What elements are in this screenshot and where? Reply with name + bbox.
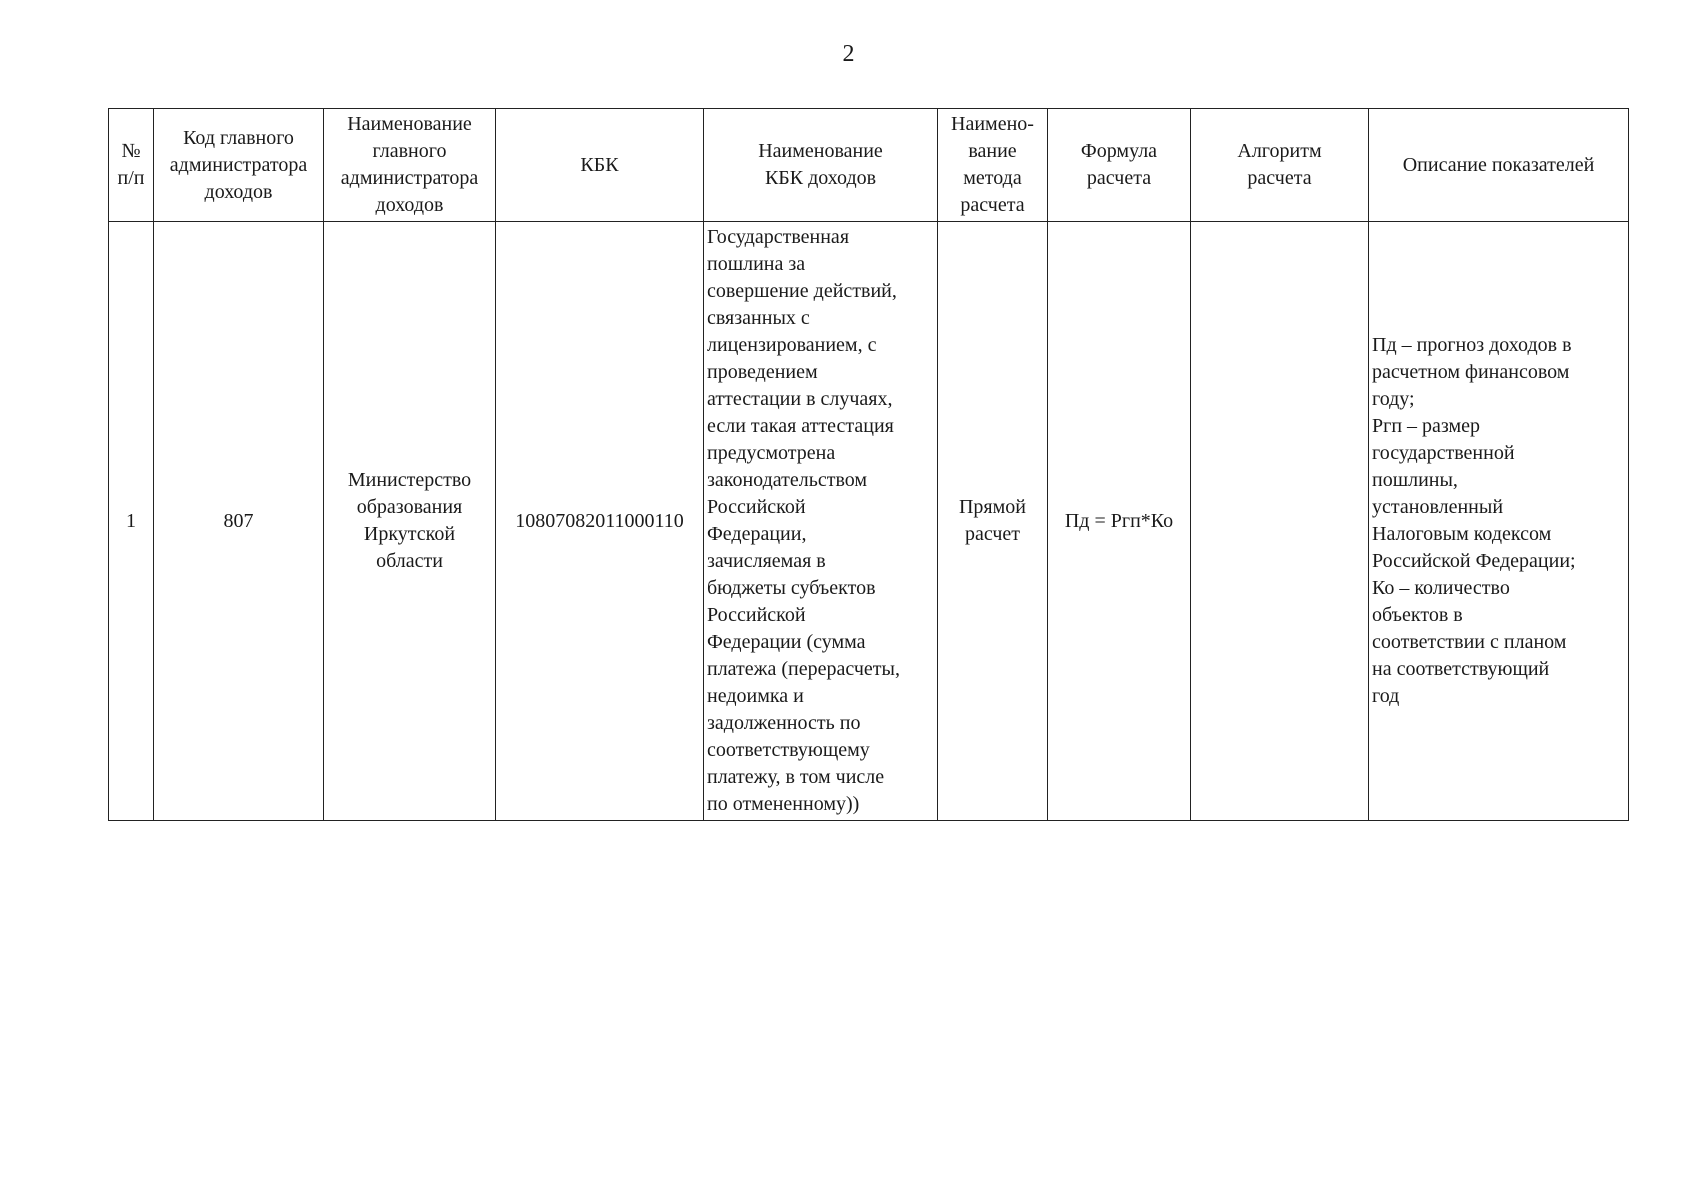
header-method: Наимено- вание метода расчета: [938, 109, 1048, 222]
table-header-row: [109, 109, 1629, 222]
cell-method: Прямой расчет: [938, 222, 1048, 821]
cell-admin-name: Министерство образования Иркутской области: [324, 222, 496, 821]
header-kbk-name: Наименование КБК доходов: [704, 109, 938, 222]
header-formula: Формула расчета: [1048, 109, 1191, 222]
cell-kbk: 10807082011000110: [496, 222, 704, 821]
header-description: Описание показателей: [1369, 109, 1629, 222]
revenue-forecast-table: [108, 108, 1629, 821]
cell-description: Пд – прогноз доходов в расчетном финансовом году; Ргп – размер государственной пошлины, установленный Налоговым кодексом Российской Федерации; Ко – количество объектов в соответствии с планом на соответствующий год: [1369, 222, 1629, 821]
cell-number: 1: [109, 222, 154, 821]
cell-admin-code: 807: [154, 222, 324, 821]
header-algorithm: Алгоритм расчета: [1191, 109, 1369, 222]
table-row: [109, 222, 1629, 821]
cell-kbk-name: Государственная пошлина за совершение действий, связанных с лицензированием, с проведением аттестации в случаях, если такая аттестация предусмотрена законодательством Российской Федерации, зачисляемая в бюджеты субъектов Российской Федерации (сумма платежа (перерасчеты, недоимка и задолженность по соответствующему платежу, в том числе по отмененному)): [704, 222, 938, 821]
cell-algorithm: [1191, 222, 1369, 821]
header-admin-name: Наименование главного администратора доходов: [324, 109, 496, 222]
page-number: 2: [842, 41, 855, 67]
header-number: № п/п: [109, 109, 154, 222]
header-kbk: КБК: [496, 109, 704, 222]
header-admin-code: Код главного администратора доходов: [154, 109, 324, 222]
cell-formula: Пд = Ргп*Ко: [1048, 222, 1191, 821]
